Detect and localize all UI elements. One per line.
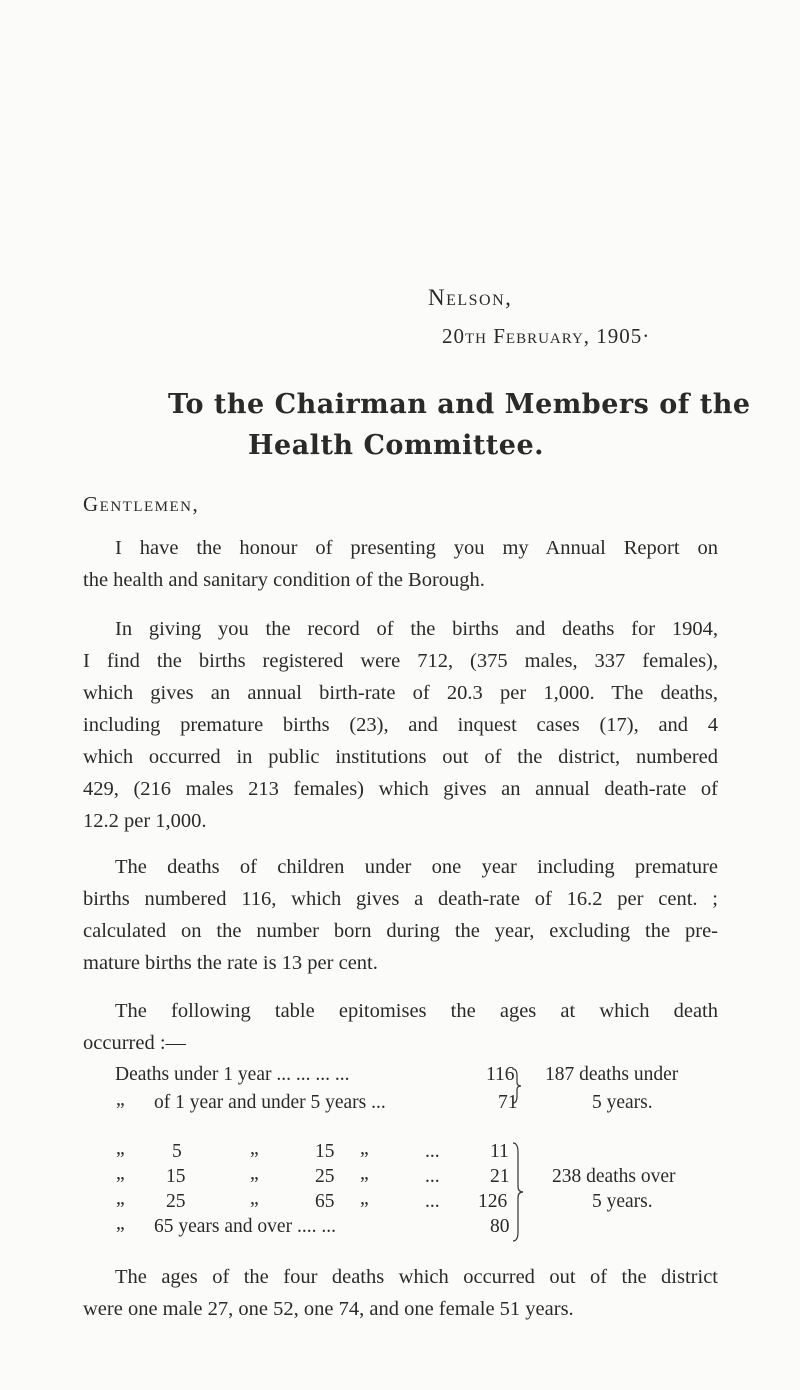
paragraph-1 — [83, 532, 718, 596]
paragraph-line: mature births the rate is 13 per cent. — [83, 952, 378, 974]
age-to: 15 — [315, 1141, 335, 1162]
row-dots: ... — [425, 1141, 440, 1162]
table-row-value: 71 — [498, 1092, 518, 1113]
place-heading: Nelson, — [428, 285, 513, 310]
salutation-title-line1: To the Chairman and Members of the — [168, 389, 751, 420]
salutation-title-line2: Health Committee. — [248, 430, 545, 461]
age-from: 25 — [166, 1191, 186, 1212]
paragraph-line: 12.2 per 1,000. — [83, 810, 207, 832]
paragraph-line: which gives an annual birth-rate of 20.3 per 1,000. The deaths, — [83, 682, 718, 704]
date-heading: 20th February, 1905· — [442, 324, 651, 348]
paragraph-2 — [83, 613, 718, 837]
ditto-mark: „ — [250, 1188, 259, 1209]
group-1-note-line1: 187 deaths under — [545, 1064, 679, 1085]
table-row-value: 11 — [490, 1141, 509, 1162]
paragraph-line: The deaths of children under one year including premature — [115, 856, 718, 878]
row-dots: ... — [425, 1166, 440, 1187]
paragraph-line: occurred :— — [83, 1032, 187, 1054]
paragraph-line: In giving you the record of the births and deaths for 1904, — [115, 618, 718, 640]
ditto-mark: „ — [250, 1163, 259, 1184]
paragraph-4 — [83, 995, 718, 1059]
group-2-note-line1: 238 deaths over — [552, 1166, 676, 1187]
ditto-mark: „ — [116, 1138, 125, 1159]
paragraph-line: including premature births (23), and inquest cases (17), and 4 — [83, 714, 718, 736]
age-from: 5 — [172, 1141, 182, 1162]
ditto-mark: „ — [116, 1188, 125, 1209]
ditto-mark: „ — [116, 1089, 125, 1110]
paragraph-line: births numbered 116, which gives a death-rate of 16.2 per cent. ; — [83, 888, 718, 910]
age-to: 65 — [315, 1191, 335, 1212]
table-row-value: 116 — [486, 1064, 515, 1085]
table-row-label: Deaths under 1 year ... ... ... ... — [115, 1064, 350, 1085]
brace-group-1 — [512, 1066, 524, 1106]
closing-paragraph — [83, 1261, 718, 1325]
age-to: 25 — [315, 1166, 335, 1187]
greeting: Gentlemen, — [83, 492, 200, 516]
group-2-note-line2: 5 years. — [592, 1191, 653, 1212]
table-row-label: of 1 year and under 5 years ... — [154, 1092, 386, 1113]
ditto-mark: „ — [360, 1188, 369, 1209]
brace-group-2 — [512, 1140, 526, 1244]
table-row-value: 126 — [478, 1191, 508, 1212]
ditto-mark: „ — [116, 1163, 125, 1184]
paragraph-line: The ages of the four deaths which occurred out of the district — [115, 1266, 718, 1288]
paragraph-line: the health and sanitary condition of the Borough. — [83, 569, 485, 591]
ditto-mark: „ — [250, 1138, 259, 1159]
age-from: 15 — [166, 1166, 186, 1187]
paragraph-line: which occurred in public institutions out of the district, numbered — [83, 746, 718, 768]
paragraph-line: I find the births registered were 712, (375 males, 337 females), — [83, 650, 718, 672]
paragraph-line: 429, (216 males 213 females) which gives an annual death-rate of — [83, 778, 718, 800]
table-row-label: 65 years and over .... ... — [154, 1216, 336, 1237]
ditto-mark: „ — [360, 1163, 369, 1184]
paragraph-line: were one male 27, one 52, one 74, and one female 51 years. — [83, 1298, 574, 1320]
table-row-value: 21 — [490, 1166, 510, 1187]
paragraph-3 — [83, 851, 718, 979]
paragraph-line: calculated on the number born during the year, excluding the pre- — [83, 920, 718, 942]
ditto-mark: „ — [116, 1213, 125, 1234]
paragraph-line: The following table epitomises the ages at which death — [115, 1000, 718, 1022]
ditto-mark: „ — [360, 1138, 369, 1159]
group-1-note-line2: 5 years. — [592, 1092, 653, 1113]
row-dots: ... — [425, 1191, 440, 1212]
table-row-value: 80 — [490, 1216, 510, 1237]
paragraph-line: I have the honour of presenting you my Annual Report on — [115, 537, 718, 559]
